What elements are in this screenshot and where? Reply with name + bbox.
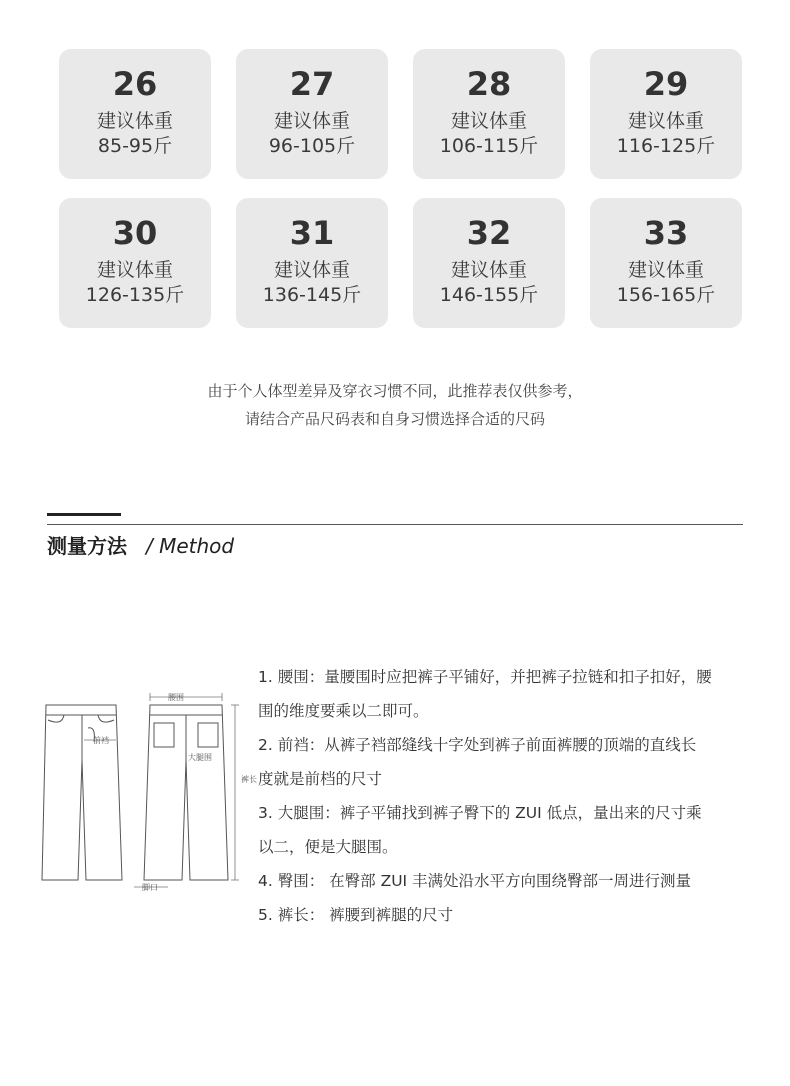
weight-label: 建议体重 (627, 110, 704, 132)
instruction-line: 3. 大腿围：裤子平铺找到裤子臀下的 ZUI 低点，量出来的尺寸乘 (258, 804, 702, 822)
size-number: 28 (466, 65, 512, 103)
instruction-line: 4. 臀围： 在臀部 ZUI 丰满处沿水平方向围绕臀部一周进行测量 (258, 872, 692, 890)
weight-range: 85-95斤 (97, 135, 173, 157)
weight-label: 建议体重 (273, 259, 350, 281)
section-divider (47, 524, 743, 525)
weight-range: 156-165斤 (616, 284, 716, 306)
weight-label: 建议体重 (450, 259, 527, 281)
diagram-waist-label: 腰围 (168, 693, 184, 702)
size-card-29 (590, 49, 742, 179)
diagram-front-rise-label: 前裆 (93, 736, 109, 745)
weight-range: 146-155斤 (439, 284, 539, 306)
section-accent-rule (47, 513, 121, 516)
size-card-33 (590, 198, 742, 328)
instruction-line: 5. 裤长： 裤腰到裤腿的尺寸 (258, 906, 454, 924)
weight-range: 96-105斤 (268, 135, 356, 157)
instruction-line: 1. 腰围：量腰围时应把裤子平铺好，并把裤子拉链和扣子扣好，腰 (258, 668, 712, 686)
size-card-27 (236, 49, 388, 179)
size-number: 31 (289, 214, 335, 252)
diagram-thigh-label: 大腿围 (188, 753, 212, 762)
instruction-line: 以二，便是大腿围。 (258, 838, 398, 856)
size-number: 30 (112, 214, 158, 252)
instruction-line: 围的维度要乘以二即可。 (258, 702, 429, 720)
size-number: 32 (466, 214, 512, 252)
size-card-32 (413, 198, 565, 328)
size-number: 27 (289, 65, 335, 103)
size-number: 26 (112, 65, 158, 103)
weight-range: 116-125斤 (616, 135, 716, 157)
weight-range: 136-145斤 (262, 284, 362, 306)
diagram-hem-label: 脚口 (142, 883, 158, 892)
weight-label: 建议体重 (96, 110, 173, 132)
size-number: 29 (643, 65, 689, 103)
weight-label: 建议体重 (273, 110, 350, 132)
section-title: 测量方法 (47, 534, 127, 558)
weight-range: 106-115斤 (439, 135, 539, 157)
instruction-line: 2. 前裆：从裤子裆部缝线十字处到裤子前面裤腰的顶端的直线长 (258, 736, 697, 754)
jeans-measurement-icon (38, 690, 268, 900)
measurement-instructions (258, 660, 763, 932)
size-note-line-2: 请结合产品尺码表和自身习惯选择合适的尺码 (244, 410, 545, 428)
section-subtitle: / Method (146, 534, 235, 558)
weight-label: 建议体重 (96, 259, 173, 281)
weight-range: 126-135斤 (85, 284, 185, 306)
diagram-length-label: 裤长 (241, 775, 257, 784)
weight-label: 建议体重 (450, 110, 527, 132)
weight-label: 建议体重 (627, 259, 704, 281)
jeans-diagram (38, 690, 268, 900)
instruction-line: 度就是前档的尺寸 (258, 770, 383, 788)
size-card-28 (413, 49, 565, 179)
size-number: 33 (643, 214, 689, 252)
size-card-31 (236, 198, 388, 328)
size-card-30 (59, 198, 211, 328)
size-card-26 (59, 49, 211, 179)
size-note-line-1: 由于个人体型差异及穿衣习惯不同，此推荐表仅供参考， (207, 382, 583, 400)
